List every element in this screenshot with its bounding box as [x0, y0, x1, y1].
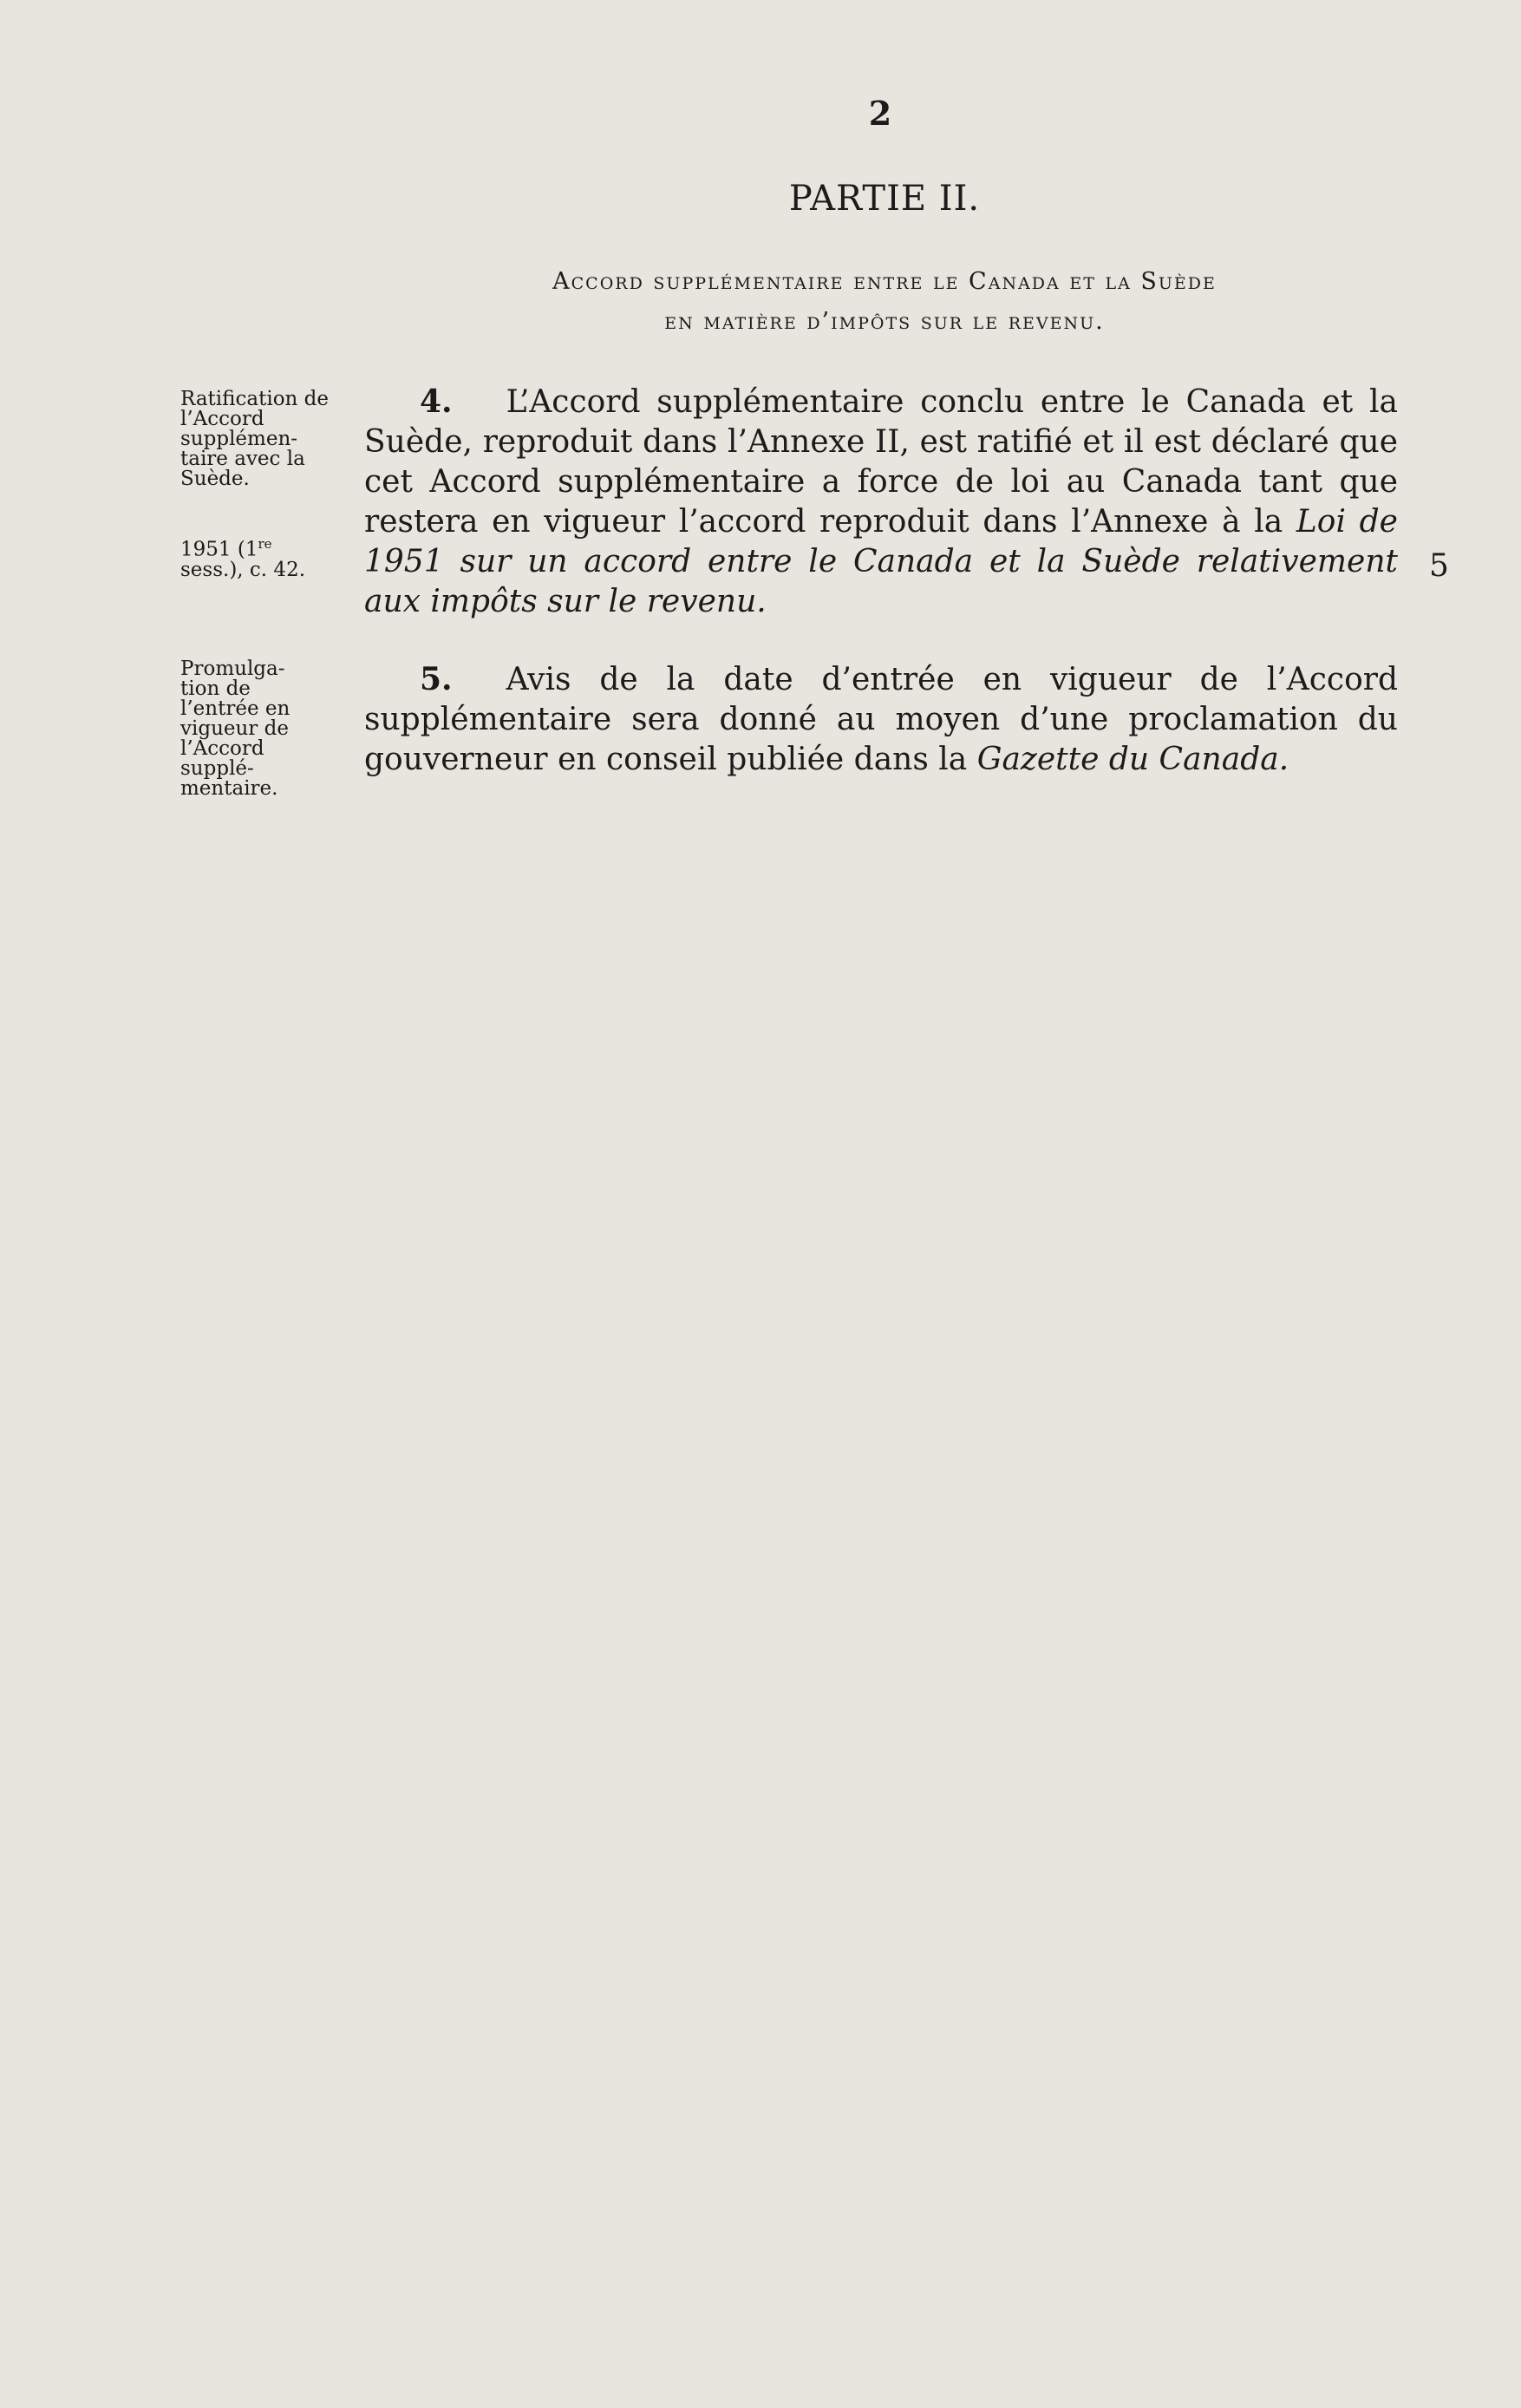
- heading-line-1: Accord supplémentaire entre le Canada et la Suède: [552, 268, 1217, 295]
- part-title: PARTIE II.: [788, 179, 981, 219]
- section-5: [364, 659, 1398, 780]
- section-text: Avis de la date d’entrée en vigueur de l’Accord supplémentaire sera donné au moyen d’une proclamation du gouverneur en conseil publiée dans la: [364, 662, 1398, 777]
- line-number: 5: [1429, 548, 1449, 584]
- section-text-italic: Loi de 1951 sur un accord entre le Canada et la Suède relativement aux impôts sur le revenu.: [364, 504, 1398, 619]
- citation-text-after-sup: sess.), c. 42.: [180, 558, 306, 581]
- section-text: L’Accord supplémentaire conclu entre le Canada et la Suède, reproduit dans l’Annexe II, est ratifié et il est déclaré que cet Accord supplémentaire a force de loi au Canada tant que restera en vigueur l’accord reproduit dans l’Annexe à la: [364, 384, 1398, 540]
- section-number: 4.: [420, 383, 453, 420]
- section-4: [364, 382, 1398, 622]
- heading-line-2: en matière d’impôts sur le revenu.: [664, 308, 1105, 335]
- marginal-note-ratification: Ratification de l’Accord supplémen-taire avec la Suède.: [180, 388, 329, 490]
- citation-sup: re: [258, 536, 272, 552]
- marginal-note-promulgation: Promulga-tion de l’entrée en vigueur de l’Accord supplé-mentaire.: [180, 658, 290, 800]
- section-number: 5.: [420, 661, 453, 697]
- section-text-italic: Gazette du Canada.: [976, 742, 1289, 777]
- page-number: 2: [868, 94, 892, 133]
- section-heading: [364, 262, 1405, 342]
- citation-text-before-sup: 1951 (1: [180, 538, 258, 561]
- marginal-note-citation: [180, 534, 336, 580]
